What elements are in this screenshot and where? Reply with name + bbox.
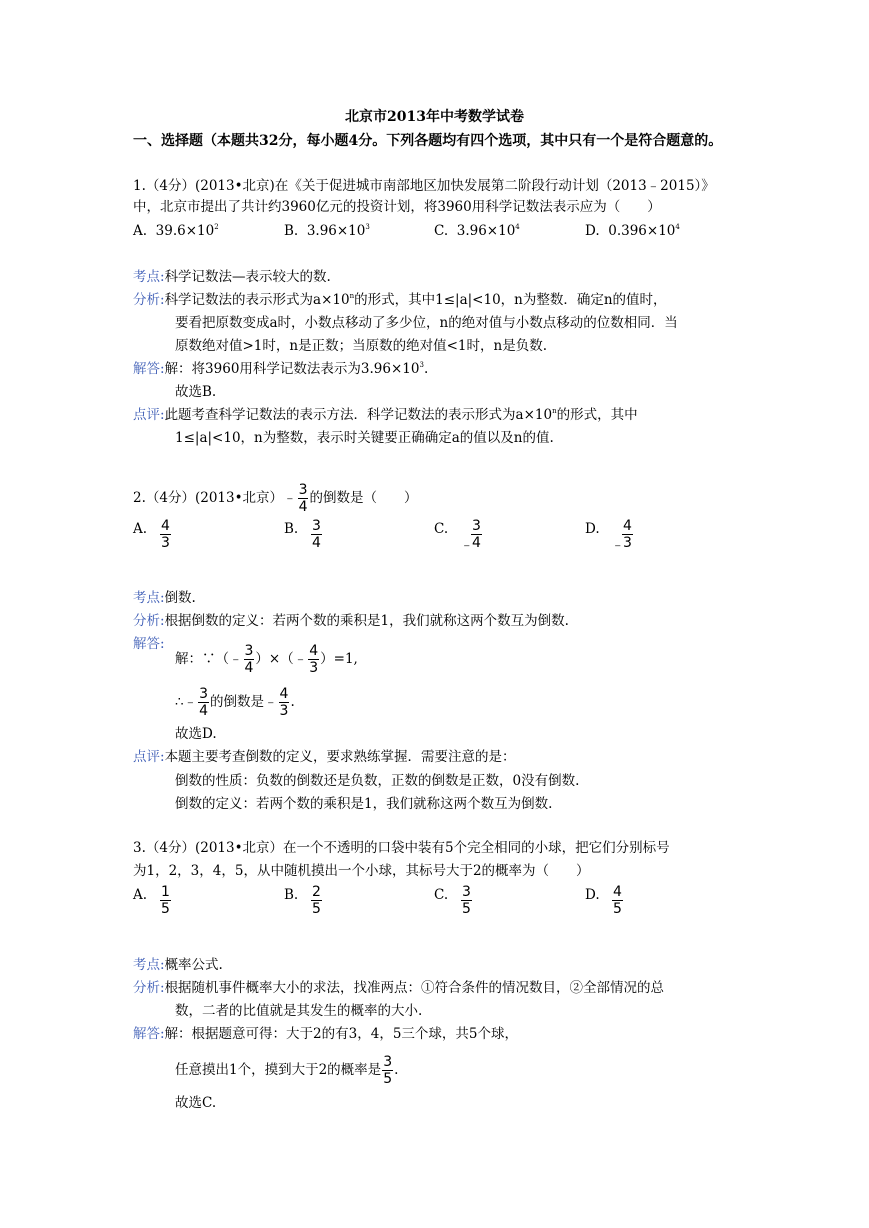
- q2-stem-minus: ﹣: [283, 490, 297, 506]
- numerator: 4: [613, 884, 622, 900]
- q1-stem-line1: 1.（4分）(2013•北京)在《关于促进城市南部地区加快发展第二阶段行动计划（2013﹣2015）》: [133, 178, 715, 194]
- jieda-text: 解：将3960用科学记数法表示为3.96×10: [164, 361, 420, 377]
- dianping-text-cont: 的形式，其中: [556, 407, 638, 423]
- denominator: 4: [244, 660, 254, 676]
- section-heading: 一、选择题（本题共32分，每小题4分。下列各题均有四个选项，其中只有一个是符合题意的。: [133, 133, 723, 149]
- numerator: 3: [383, 1054, 393, 1070]
- fenxi-text: 根据随机事件概率大小的求法，找准两点：①符合条件的情况数目，②全部情况的总: [164, 980, 665, 996]
- fenxi-label: 分析:: [133, 980, 165, 996]
- fenxi-text: 根据倒数的定义：若两个数的乘积是1，我们就称这两个数互为倒数.: [164, 613, 569, 629]
- fraction: [160, 518, 171, 551]
- fraction: [198, 686, 209, 719]
- option-exponent: 3: [365, 223, 370, 231]
- q3-jieda-3: 故选C.: [175, 1095, 217, 1111]
- jieda-prefix: 任意摸出1个，摸到大于2的概率是: [175, 1062, 382, 1078]
- option-letter: C.: [434, 223, 449, 239]
- option-letter: C.: [434, 521, 449, 537]
- kaodian-text: 概率公式.: [164, 957, 223, 973]
- dianping-text: 本题主要考查倒数的定义，要求熟练掌握．需要注意的是：: [164, 749, 516, 765]
- kaodian-label: 考点:: [133, 269, 165, 285]
- option-letter: C.: [434, 887, 449, 903]
- fenxi-text-cont: 的形式，其中1≤|a|<10，n为整数．确定n的值时，: [354, 292, 667, 308]
- numerator: 2: [312, 884, 321, 900]
- jieda-suffix: .: [394, 1062, 399, 1078]
- option-mantissa: 3.96×10: [306, 223, 366, 239]
- q1-fenxi-3: 原数绝对值>1时，n是正数；当原数的绝对值<1时，n是负数.: [175, 338, 547, 354]
- q1-jieda-1: [133, 359, 428, 379]
- option-letter: D.: [585, 887, 600, 903]
- q1-dianping-1: [133, 405, 638, 425]
- q3-stem-line1: 3.（4分）(2013•北京）在一个不透明的口袋中装有5个完全相同的小球，把它们分别标号: [133, 840, 670, 856]
- option-mantissa: 3.96×10: [456, 223, 516, 239]
- jieda-label: 解答:: [133, 1026, 165, 1042]
- jieda-prefix: ∴﹣: [175, 694, 198, 710]
- fenxi-label: 分析:: [133, 613, 165, 629]
- option-letter: B.: [284, 223, 299, 239]
- q1-option-c: [434, 221, 520, 241]
- option-letter: A.: [133, 223, 148, 239]
- numerator: 4: [623, 518, 632, 534]
- option-mantissa: 39.6×10: [155, 223, 215, 239]
- option-exponent: 4: [515, 223, 520, 231]
- q2-stem-prefix: 2.（4分）(2013•北京）: [133, 490, 284, 506]
- fraction: [279, 686, 290, 719]
- option-letter: B.: [284, 887, 299, 903]
- jieda-mid: ）×（﹣: [255, 651, 308, 667]
- jieda-prefix: 解：∵（﹣: [175, 651, 243, 667]
- q3-kaodian: [133, 955, 223, 975]
- denominator: 5: [383, 1071, 393, 1087]
- kaodian-label: 考点:: [133, 957, 165, 973]
- numerator: 3: [298, 482, 308, 498]
- option-letter: A.: [133, 887, 148, 903]
- q2-jieda-1: [175, 643, 358, 676]
- fenxi-label: 分析:: [133, 292, 165, 308]
- fraction: [382, 1054, 393, 1087]
- q3-jieda-1: [133, 1024, 518, 1044]
- q1-fenxi-2: 要看把原数变成a时，小数点移动了多少位，n的绝对值与小数点移动的位数相同．当: [175, 315, 678, 331]
- kaodian-label: 考点:: [133, 590, 165, 606]
- numerator: 3: [199, 686, 209, 702]
- fraction: [612, 884, 623, 917]
- fraction: [622, 518, 633, 551]
- q2-dianping-3: 倒数的定义：若两个数的乘积是1，我们就称这两个数互为倒数.: [175, 796, 553, 812]
- q2-fenxi: [133, 611, 569, 631]
- fraction: [461, 884, 472, 917]
- denominator: 4: [312, 535, 321, 551]
- jieda-text: 解：根据题意可得：大于2的有3，4，5三个球，共5个球，: [164, 1026, 519, 1042]
- dianping-label: 点评:: [133, 749, 165, 765]
- denominator: 3: [309, 660, 319, 676]
- option-letter: D.: [585, 521, 600, 537]
- exponent: 3: [419, 361, 424, 369]
- exponent-n: n: [552, 407, 557, 415]
- minus-sign: ﹣: [460, 537, 474, 553]
- jieda-suffix: .: [290, 694, 295, 710]
- denominator: 3: [161, 535, 170, 551]
- fraction: [308, 643, 319, 676]
- denominator: 4: [298, 499, 308, 515]
- denominator: 4: [472, 535, 481, 551]
- fraction: [471, 518, 482, 551]
- q1-jieda-2: 故选B.: [175, 384, 217, 400]
- denominator: 3: [279, 703, 289, 719]
- q1-kaodian: [133, 267, 331, 287]
- denominator: 5: [312, 901, 321, 917]
- numerator: 4: [279, 686, 289, 702]
- q2-stem-suffix: 的倒数是（ ）: [309, 490, 418, 506]
- fraction: [244, 643, 255, 676]
- q3-fenxi-2: 数，二者的比值就是其发生的概率的大小.: [175, 1003, 423, 1019]
- page-title: 北京市2013年中考数学试卷: [345, 109, 524, 125]
- numerator: 3: [472, 518, 481, 534]
- q1-option-b: [284, 221, 370, 241]
- q3-stem-line2: 为1，2，3，4，5，从中随机摸出一个小球，其标号大于2的概率为（ ）: [133, 863, 590, 879]
- denominator: 5: [161, 901, 170, 917]
- q3-jieda-2: [175, 1054, 398, 1087]
- fraction: [298, 482, 309, 515]
- numerator: 3: [462, 884, 471, 900]
- q2-kaodian: [133, 588, 196, 608]
- q2-jieda-3: 故选D.: [175, 726, 217, 742]
- q1-option-d: [585, 221, 680, 241]
- numerator: 3: [244, 643, 254, 659]
- exponent-n: n: [349, 292, 355, 300]
- fraction: [311, 884, 322, 917]
- jieda-suffix: ）=1,: [320, 651, 358, 667]
- fraction: [160, 884, 171, 917]
- numerator: 1: [161, 884, 170, 900]
- minus-sign: ﹣: [611, 537, 625, 553]
- option-letter: D.: [585, 223, 600, 239]
- q2-dianping-2: 倒数的性质：负数的倒数还是负数，正数的倒数是正数，0没有倒数.: [175, 773, 580, 789]
- jieda-text-end: .: [423, 361, 429, 377]
- q2-dianping-1: [133, 747, 516, 767]
- option-mantissa: 0.396×10: [608, 223, 676, 239]
- q1-stem-line2: 中，北京市提出了共计约3960亿元的投资计划，将3960用科学记数法表示应为（ ）: [133, 199, 661, 215]
- q2-jieda-2: [175, 686, 295, 719]
- q1-fenxi-1: [133, 290, 667, 310]
- numerator: 4: [309, 643, 319, 659]
- denominator: 4: [199, 703, 209, 719]
- denominator: 5: [462, 901, 471, 917]
- option-letter: A.: [133, 521, 148, 537]
- q1-dianping-2: 1≤|a|<10，n为整数，表示时关键要正确确定a的值以及n的值.: [175, 430, 554, 446]
- option-exponent: 4: [675, 223, 680, 231]
- q1-option-a: [133, 221, 219, 241]
- jieda-mid: 的倒数是﹣: [210, 694, 278, 710]
- q2-jieda-label: 解答:: [133, 636, 165, 652]
- option-letter: B.: [284, 521, 299, 537]
- option-exponent: 2: [214, 223, 219, 231]
- fraction: [311, 518, 322, 551]
- jieda-label: 解答:: [133, 361, 165, 377]
- dianping-label: 点评:: [133, 407, 165, 423]
- denominator: 3: [623, 535, 632, 551]
- fenxi-text: 科学记数法的表示形式为a×10: [164, 292, 350, 308]
- numerator: 4: [161, 518, 170, 534]
- denominator: 5: [613, 901, 622, 917]
- kaodian-text: 科学记数法—表示较大的数.: [164, 269, 331, 285]
- q2-stem: [133, 482, 417, 515]
- numerator: 3: [312, 518, 321, 534]
- q3-fenxi-1: [133, 978, 664, 998]
- kaodian-text: 倒数.: [164, 590, 196, 606]
- dianping-text: 此题考查科学记数法的表示方法．科学记数法的表示形式为a×10: [164, 407, 553, 423]
